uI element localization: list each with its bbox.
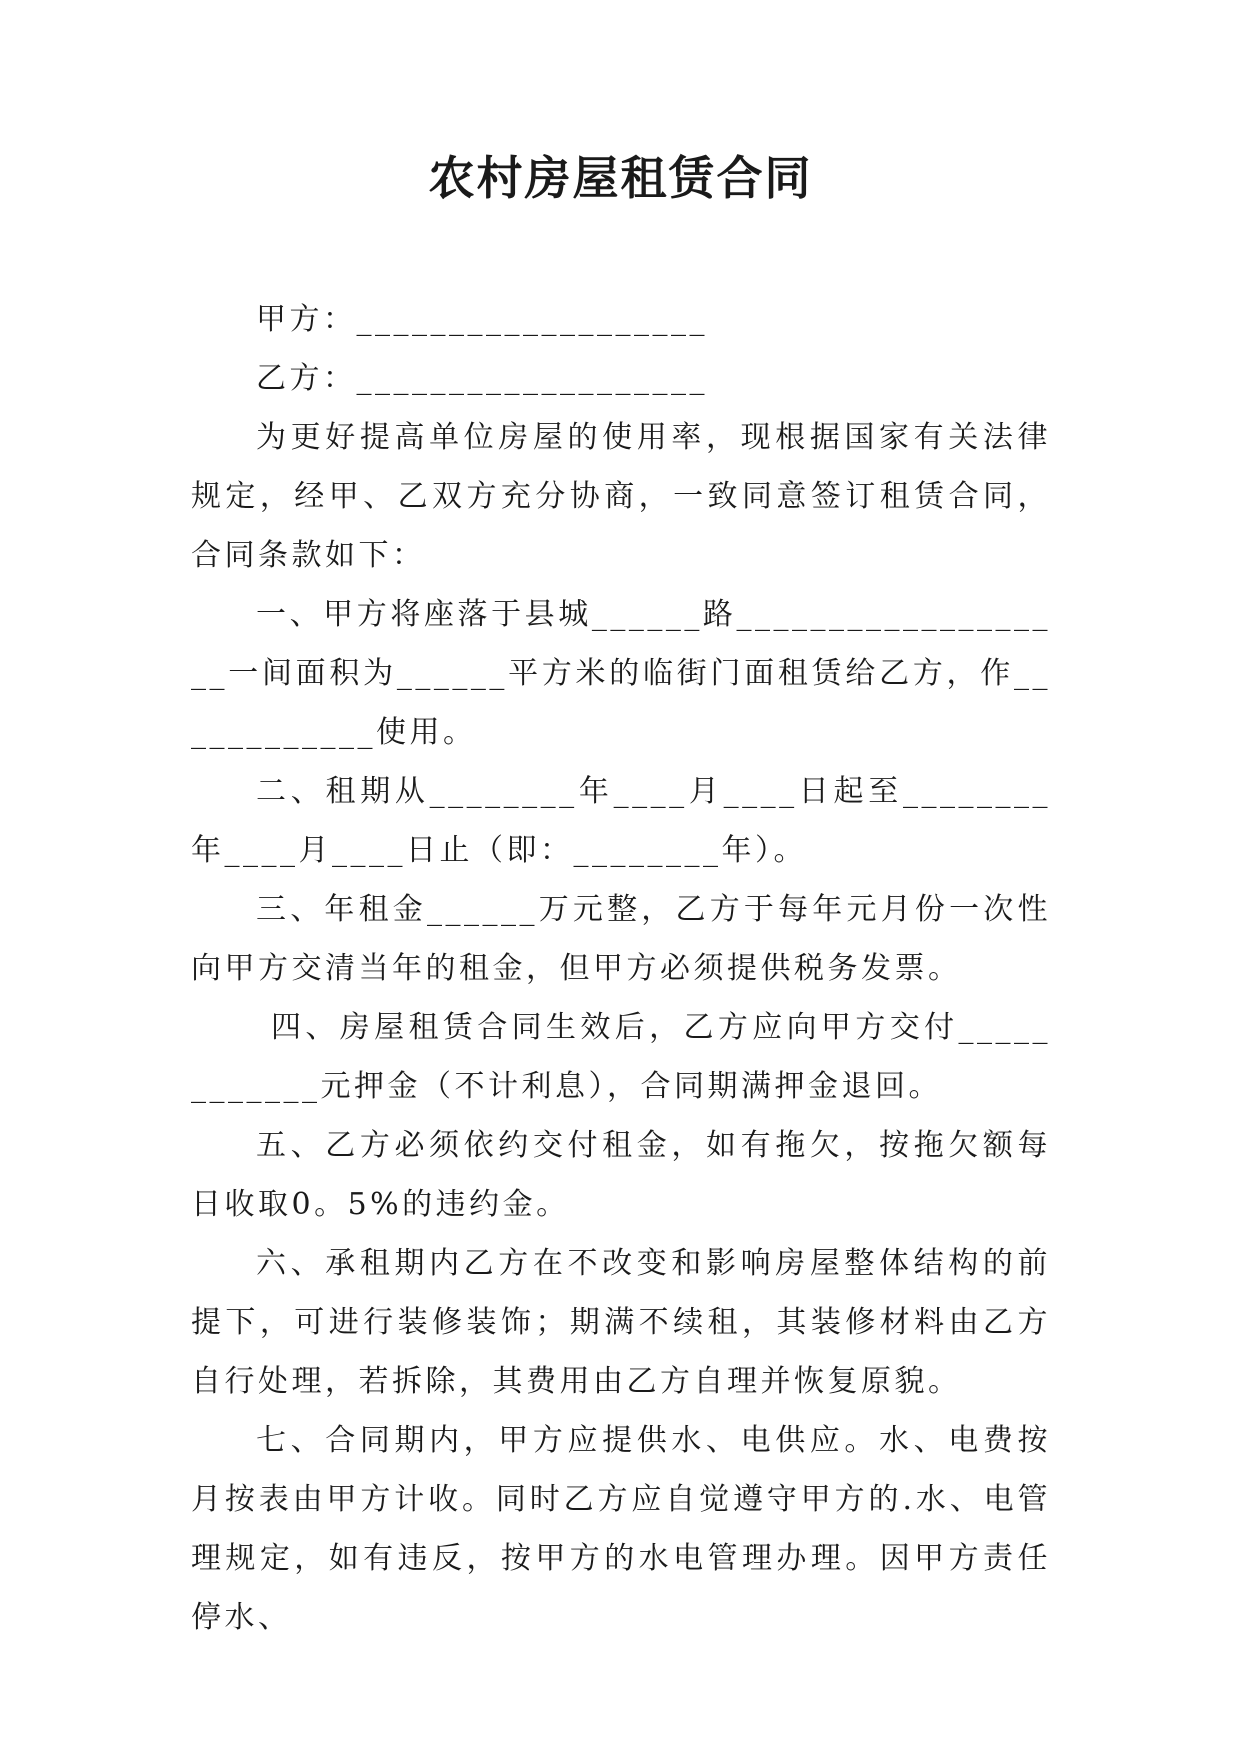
party-b-line: 乙方：___________________ <box>256 361 708 396</box>
clause-4-paragraph: 四、房屋租赁合同生效后，乙方应向甲方交付____________元押金（不计利息），合同期满押金退回。 <box>191 1010 1051 1104</box>
clause-2-paragraph: 二、租期从________年____月____日起至________年____月____日止（即：________年）。 <box>191 774 1051 868</box>
party-a-line: 甲方：___________________ <box>256 302 708 337</box>
clause-5-paragraph: 五、乙方必须依约交付租金，如有拖欠，按拖欠额每日收取0。5%的违约金。 <box>191 1128 1051 1222</box>
preamble-paragraph: 为更好提高单位房屋的使用率，现根据国家有关法律规定，经甲、乙双方充分协商，一致同意签订租赁合同，合同条款如下： <box>191 420 1051 573</box>
clause-1-paragraph: 一、甲方将座落于县城______路___________________一间面积为______平方米的临街门面租赁给乙方，作____________使用。 <box>191 597 1051 750</box>
clause-6-paragraph: 六、承租期内乙方在不改变和影响房屋整体结构的前提下，可进行装修装饰；期满不续租，其装修材料由乙方自行处理，若拆除，其费用由乙方自理并恢复原貌。 <box>191 1246 1051 1399</box>
document-title: 农村房屋租赁合同 <box>428 151 813 205</box>
document-body <box>191 290 1051 1647</box>
clause-7-paragraph: 七、合同期内，甲方应提供水、电供应。水、电费按月按表由甲方计收。同时乙方应自觉遵守甲方的.水、电管理规定，如有违反，按甲方的水电管理办理。因甲方责任停水、 <box>191 1423 1051 1635</box>
clause-3-paragraph: 三、年租金______万元整，乙方于每年元月份一次性向甲方交清当年的租金，但甲方必须提供税务发票。 <box>191 892 1051 986</box>
